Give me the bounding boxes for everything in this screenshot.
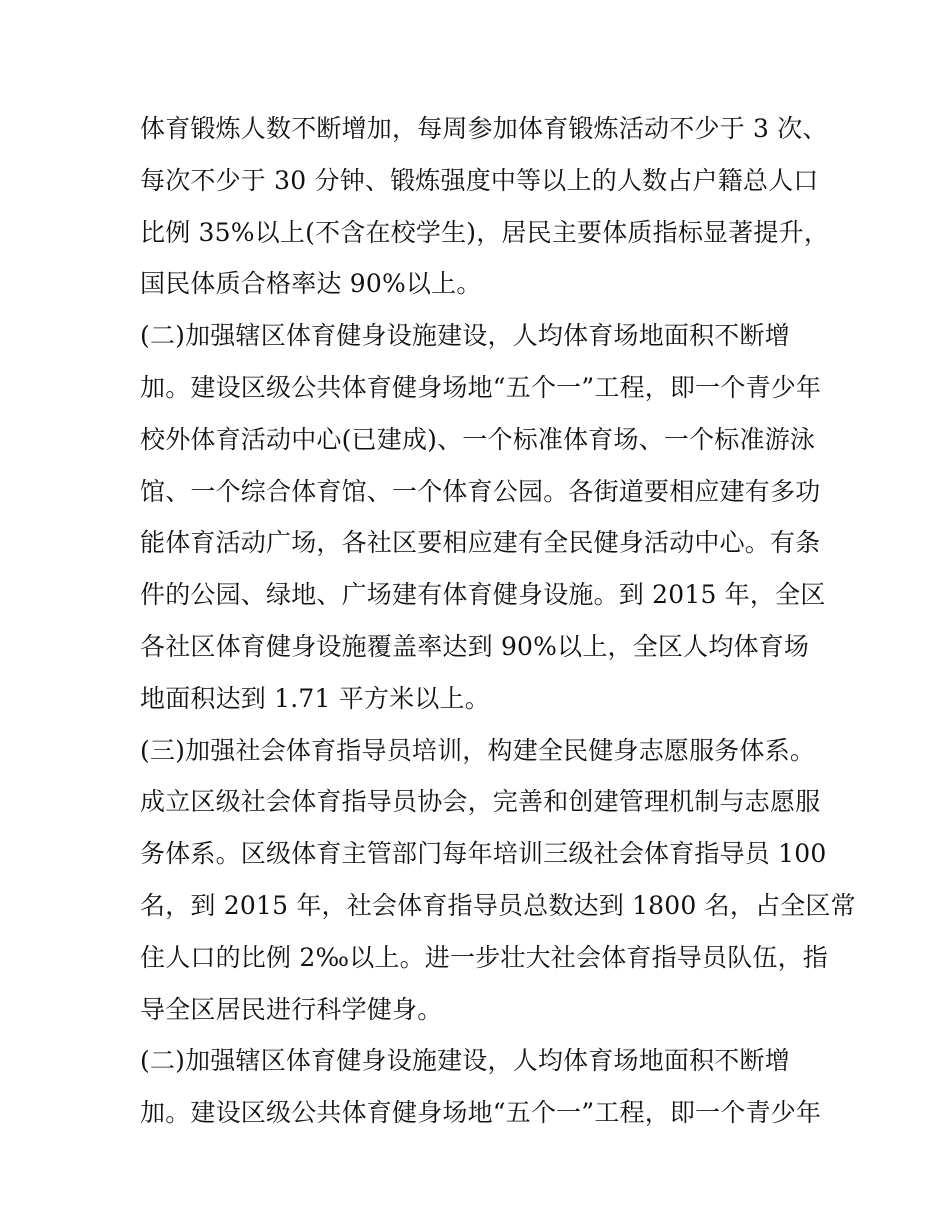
text-line: 成立区级社会体育指导员协会，完善和创建管理机制与志愿服 — [140, 787, 821, 817]
text-line: 件的公园、绿地、广场建有体育健身设施。到 2015 年，全区 — [140, 580, 826, 610]
text-line: 馆、一个综合体育馆、一个体育公园。各街道要相应建有多功 — [140, 476, 821, 506]
text-line: 每次不少于 30 分钟、锻炼强度中等以上的人数占户籍总人口 — [140, 165, 819, 195]
text-line: 务体系。区级体育主管部门每年培训三级社会体育指导员 100 — [140, 839, 827, 869]
text-line: 地面积达到 1.71 平方米以上。 — [140, 683, 490, 713]
text-line: 导全区居民进行科学健身。 — [140, 994, 443, 1024]
text-line: (二)加强辖区体育健身设施建设，人均体育场地面积不断增 — [140, 321, 790, 351]
text-line: (三)加强社会体育指导员培训，构建全民健身志愿服务体系。 — [140, 735, 816, 765]
text-line: 名，到 2015 年，社会体育指导员总数达到 1800 名，占全区常 — [140, 890, 856, 920]
body-text — [140, 103, 856, 1139]
text-line: 体育锻炼人数不断增加，每周参加体育锻炼活动不少于 3 次、 — [140, 114, 828, 143]
text-line: 加。建设区级公共体育健身场地“五个一”工程，即一个青少年 — [140, 372, 822, 402]
text-line: 国民体质合格率达 90%以上。 — [140, 269, 482, 299]
text-line: (二)加强辖区体育健身设施建设，人均体育场地面积不断增 — [140, 1046, 790, 1076]
text-line: 能体育活动广场，各社区要相应建有全民健身活动中心。有条 — [140, 528, 821, 558]
text-line: 加。建设区级公共体育健身场地“五个一”工程，即一个青少年 — [140, 1098, 822, 1128]
text-line: 比例 35%以上(不含在校学生)，居民主要体质指标显著提升， — [140, 217, 830, 247]
text-line: 校外体育活动中心(已建成)、一个标准体育场、一个标准游泳 — [140, 424, 816, 454]
text-line: 各社区体育健身设施覆盖率达到 90%以上，全区人均体育场 — [140, 631, 810, 661]
text-line: 住人口的比例 2‰以上。进一步壮大社会体育指导员队伍，指 — [140, 942, 828, 972]
